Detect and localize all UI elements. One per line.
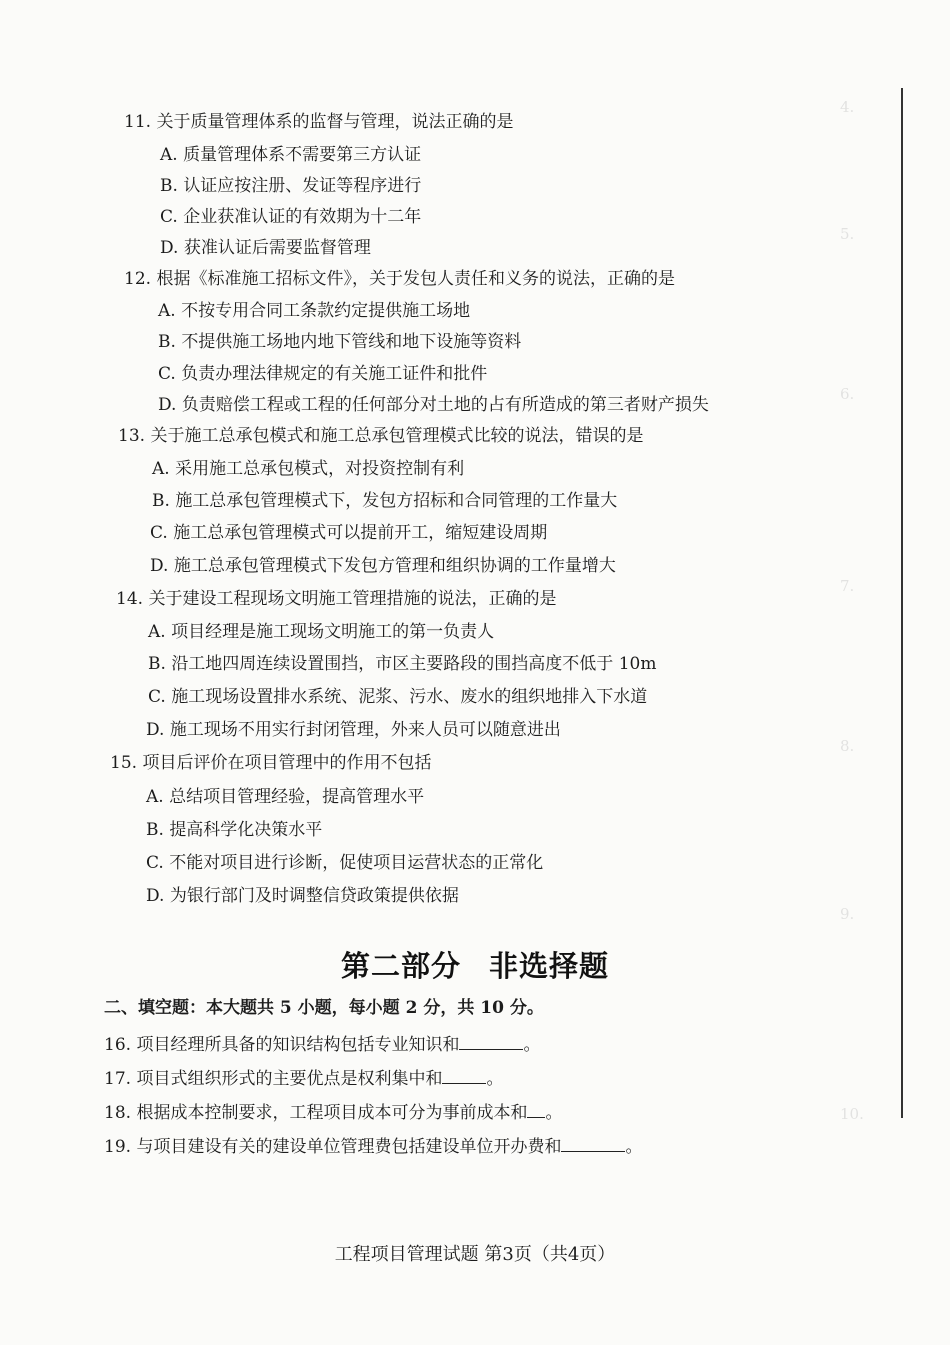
option-b: B. 认证应按注册、发证等程序进行: [160, 176, 422, 196]
option-a: A. 不按专用合同工条款约定提供施工场地: [158, 301, 471, 321]
option-c: C. 负责办理法律规定的有关施工证件和批件: [158, 364, 488, 384]
option-d: D. 施工总承包管理模式下发包方管理和组织协调的工作量增大: [150, 556, 616, 576]
section-heading: [0, 944, 950, 985]
option-b: B. 施工总承包管理模式下，发包方招标和合同管理的工作量大: [152, 491, 618, 511]
question-text: 关于质量管理体系的监督与管理，说法正确的是: [156, 112, 514, 132]
question-14-stem: [116, 588, 556, 610]
answer-blank[interactable]: [561, 1135, 625, 1152]
question-number: 14.: [116, 589, 144, 609]
bleed-through-texture: 4.: [840, 98, 855, 116]
option-c: C. 施工现场设置排水系统、泥浆、污水、废水的组织地排入下水道: [148, 687, 648, 707]
question-text: 关于施工总承包模式和施工总承包管理模式比较的说法，错误的是: [150, 426, 644, 446]
question-number: 12.: [124, 269, 152, 289]
question-number: 11.: [124, 112, 152, 132]
option-b: B. 沿工地四周连续设置围挡，市区主要路段的围挡高度不低于 10m: [148, 654, 657, 674]
section-title: 非选择题: [489, 949, 610, 983]
question-18: 18. 根据成本控制要求，工程项目成本可分为事前成本和 。: [104, 1103, 563, 1123]
answer-blank[interactable]: [527, 1101, 545, 1118]
question-19: 19. 与项目建设有关的建设单位管理费包括建设单位开办费和 。: [104, 1137, 643, 1157]
bleed-through-texture: 6.: [840, 385, 855, 403]
question-11-stem: [124, 111, 513, 133]
section-part: 第二部分: [340, 949, 461, 983]
option-d: D. 为银行部门及时调整信贷政策提供依据: [146, 886, 459, 906]
question-13-stem: [118, 425, 643, 447]
option-c: C. 不能对项目进行诊断，促使项目运营状态的正常化: [146, 853, 544, 873]
option-b: B. 提高科学化决策水平: [146, 820, 323, 840]
question-16: 16. 项目经理所具备的知识结构包括专业知识和 。: [104, 1035, 541, 1055]
bleed-through-texture: 10.: [840, 1105, 864, 1123]
option-a: A. 采用施工总承包模式，对投资控制有利: [152, 459, 465, 479]
question-17: 17. 项目式组织形式的主要优点是权利集中和 。: [104, 1069, 504, 1089]
option-d: D. 获准认证后需要监督管理: [160, 238, 371, 258]
fill-blank-instruction: 二、填空题：本大题共 5 小题，每小题 2 分，共 10 分。: [104, 998, 544, 1018]
question-text: 项目后评价在项目管理中的作用不包括: [142, 753, 432, 773]
option-c: C. 企业获准认证的有效期为十二年: [160, 207, 422, 227]
question-text: 关于建设工程现场文明施工管理措施的说法，正确的是: [148, 589, 557, 609]
bleed-through-texture: 8.: [840, 737, 855, 755]
page-footer: 工程项目管理试题 第3页（共4页）: [334, 1244, 616, 1265]
option-a: A. 项目经理是施工现场文明施工的第一负责人: [148, 622, 495, 642]
option-a: A. 总结项目管理经验，提高管理水平: [146, 787, 425, 807]
option-d: D. 负责赔偿工程或工程的任何部分对土地的占有所造成的第三者财产损失: [158, 395, 709, 415]
option-c: C. 施工总承包管理模式可以提前开工，缩短建设周期: [150, 523, 548, 543]
option-a: A. 质量管理体系不需要第三方认证: [160, 145, 422, 165]
option-b: B. 不提供施工场地内地下管线和地下设施等资料: [158, 332, 522, 352]
question-number: 13.: [118, 426, 146, 446]
answer-blank[interactable]: [442, 1067, 486, 1084]
answer-blank[interactable]: [459, 1033, 523, 1050]
bleed-through-texture: 9.: [840, 905, 855, 923]
question-text: 根据《标准施工招标文件》，关于发包人责任和义务的说法，正确的是: [156, 269, 675, 289]
question-number: 15.: [110, 753, 138, 773]
question-15-stem: [110, 752, 431, 774]
bleed-through-texture: 7.: [840, 577, 855, 595]
bleed-through-texture: 5.: [840, 225, 855, 243]
option-d: D. 施工现场不用实行封闭管理，外来人员可以随意进出: [146, 720, 561, 740]
question-12-stem: [124, 268, 675, 290]
